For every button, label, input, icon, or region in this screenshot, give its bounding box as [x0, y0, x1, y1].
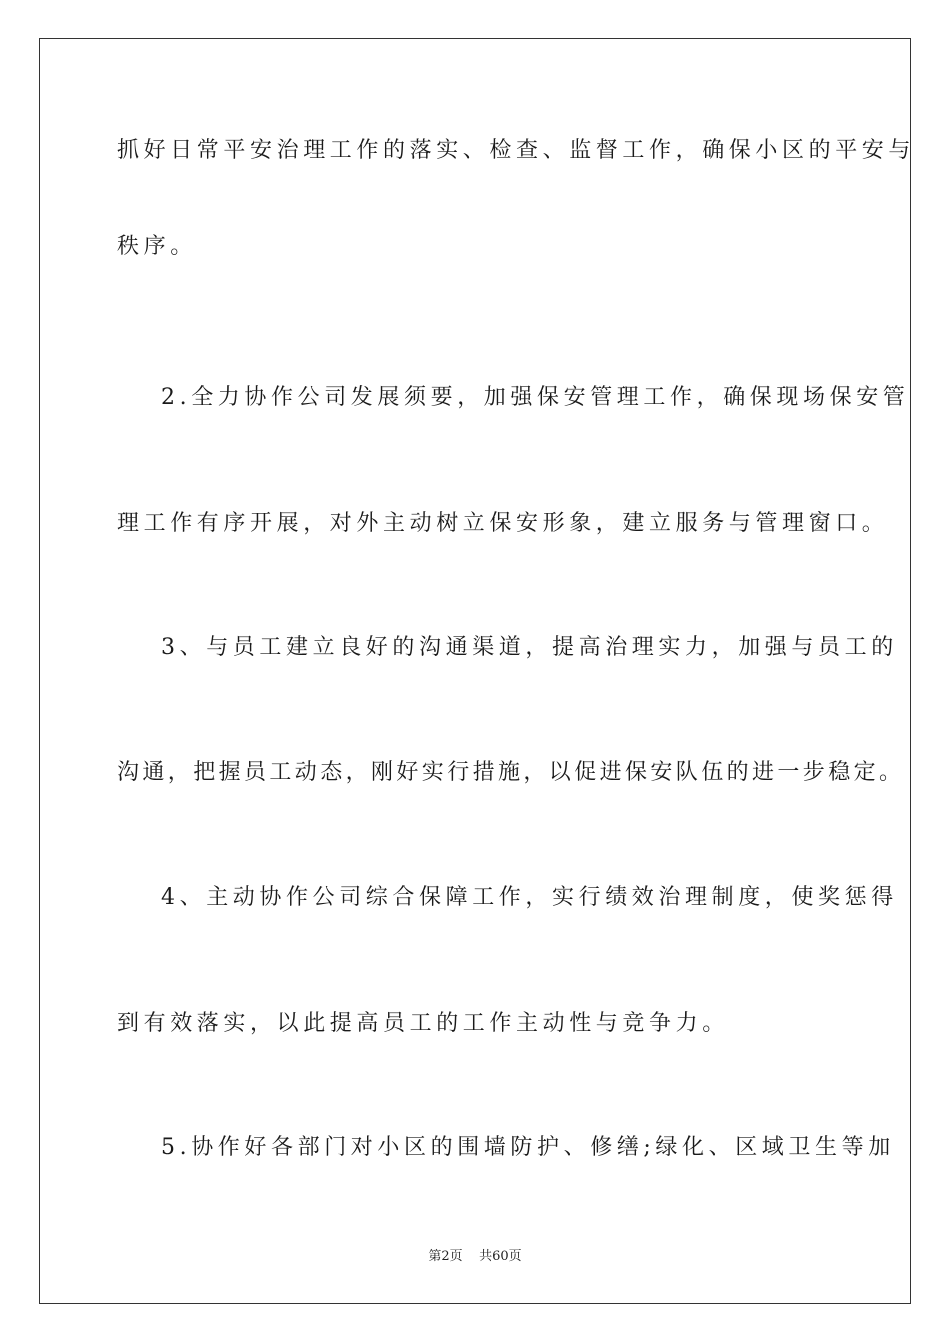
page-footer: [0, 1248, 950, 1266]
paragraph-line-6: 沟通，把握员工动态，刚好实行措施，以促进保安队伍的进一步稳定。: [117, 760, 905, 785]
paragraph-line-5: 3、与员工建立良好的沟通渠道，提高治理实力，加强与员工的: [161, 635, 898, 660]
paragraph-line-8: 到有效落实，以此提高员工的工作主动性与竞争力。: [117, 1011, 729, 1036]
paragraph-line-2: 秩序。: [117, 234, 197, 259]
paragraph-line-3: 2.全力协作公司发展须要，加强保安管理工作，确保现场保安管: [161, 385, 910, 410]
paragraph-line-9: 5.协作好各部门对小区的围墙防护、修缮;绿化、区域卫生等加: [161, 1135, 895, 1160]
paragraph-line-4: 理工作有序开展，对外主动树立保安形象，建立服务与管理窗口。: [117, 511, 889, 536]
total-pages: 共60页: [479, 1249, 522, 1264]
paragraph-line-7: 4、主动协作公司综合保障工作，实行绩效治理制度，使奖惩得: [161, 885, 898, 910]
paragraph-line-1: 抓好日常平安治理工作的落实、检查、监督工作，确保小区的平安与: [117, 138, 916, 163]
page-number: 第2页: [428, 1249, 463, 1264]
page-border: [39, 38, 916, 1304]
